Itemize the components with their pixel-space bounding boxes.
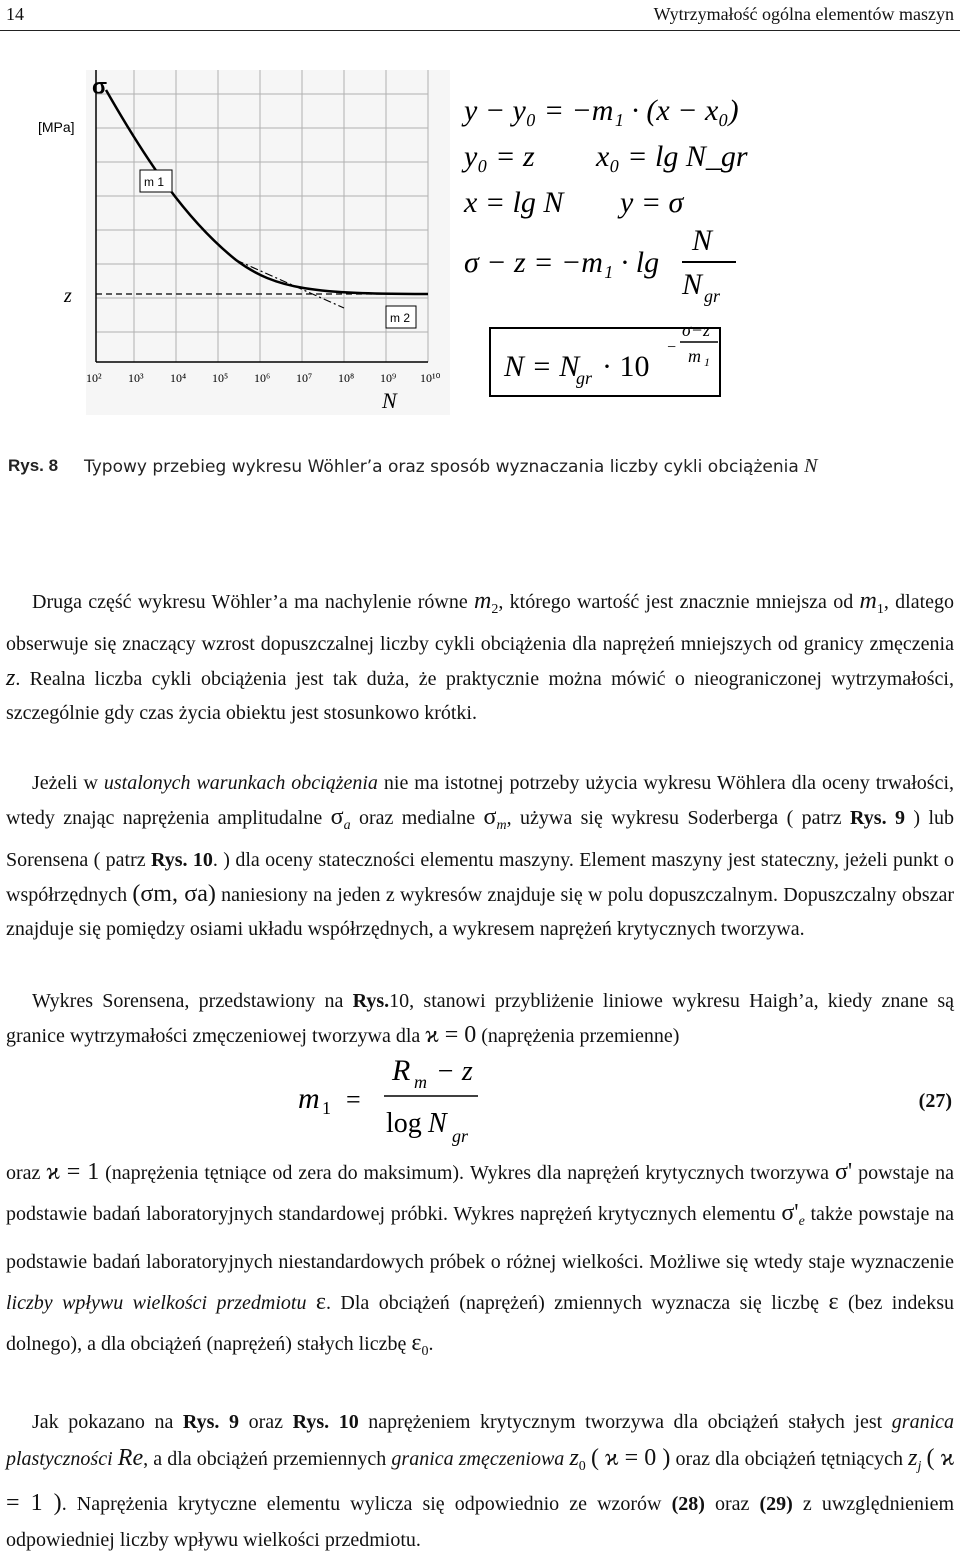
symbol-epsilon-0: ε (411, 1330, 422, 1356)
p5-text-b: oraz (248, 1411, 284, 1433)
formula-4-denominator: N (682, 268, 703, 301)
symbol-epsilon: ε (315, 1289, 326, 1315)
p2-text-g: naniesiony na jeden z wykresów znajduje się w polu dopuszczalnym. Dopuszczalny obszar znajduje się pomiędzy osiami układu współrzędnych, a wykresem naprężeń krytycznych tworzywa. (6, 884, 955, 940)
x-tick: 10⁴ (170, 371, 187, 385)
p5-text-c: naprężeniem krytycznym tworzywa dla obciążeń stałych jest (368, 1411, 883, 1433)
formula-x0: x₀ = lg N_gr (596, 140, 748, 173)
p1-text-d: . Realna liczba cykli obciążenia jest tak duża, że praktycznie można mówić o nieograniczonej wytrzymałości, szczególnie gdy czas życia obiektu jest stosunkowo krótki. (6, 668, 954, 724)
final-formula-sub: gr (576, 368, 593, 388)
symbol-sigma-a: σ (330, 804, 344, 830)
m2-label: m 2 (390, 311, 411, 325)
p4-text-c: powstaje na podstawie badań laboratoryjnych standardowej próbki. Wykres naprężeń krytycznych elementu (6, 1162, 955, 1225)
p2-italic: ustalonych warunkach obciążenia (103, 772, 378, 794)
p5-text-g: oraz (714, 1493, 750, 1515)
symbol-m2-sub: 2 (491, 602, 499, 617)
x-tick: 10² (86, 371, 102, 385)
symbol-sigma-m: σ (483, 804, 497, 830)
p1-text-b: , którego wartość jest znacznie mniejsza od (498, 591, 854, 613)
symbol-sigma-m-sub: m (496, 818, 507, 833)
x-tick: 10³ (128, 371, 144, 385)
p4-text-g: . (428, 1333, 434, 1355)
formula-line-4: σ − z = −m₁ · lg (464, 246, 660, 279)
exponent-den-sub: 1 (704, 355, 710, 369)
symbol-epsilon-2: ε (828, 1289, 839, 1315)
p3-text-a: Wykres Sorensena, przedstawiony na (32, 990, 344, 1012)
formula-4-numerator: N (692, 224, 713, 257)
caption-label: Rys. 8 (8, 456, 59, 475)
kappa-one-b: ( ϰ = 1 ) (6, 1445, 955, 1516)
p5-text-e: oraz dla obciążeń tętniących (675, 1448, 904, 1470)
formula-block (461, 94, 748, 306)
p1-text-c: , dlatego obserwuje się znaczący wzrost dopuszczalnej liczby cykli obciążenia dla naprężeń mniejszych od granicy zmęczenia (6, 591, 955, 655)
eq-lhs-sub: 1 (322, 1098, 331, 1118)
point-coordinates: (σm, σa) (132, 881, 216, 907)
paragraph-4 (6, 1152, 954, 1372)
symbol-sigma-prime: σ' (834, 1159, 853, 1185)
symbol-z0: z (569, 1445, 579, 1471)
z-axis-label: z (64, 285, 72, 307)
figure-caption (8, 452, 948, 480)
symbol-epsilon-0-sub: 0 (421, 1344, 429, 1359)
x-tick: 10⁶ (254, 371, 271, 385)
final-formula-mid: · 10 (602, 350, 650, 383)
eq-numerator-rest: − z (436, 1056, 473, 1087)
running-title: Wytrzymałość ogólna elementów maszyn (653, 4, 954, 24)
p4-text-b: (naprężenia tętniące od zera do maksimum). Wykres dla naprężeń krytycznych tworzywa (105, 1162, 829, 1184)
y-symbol: σ (92, 74, 108, 99)
p2-text-e: ) lub Sorensena ( patrz (6, 807, 955, 871)
symbol-z: z (6, 665, 16, 691)
ref-eq-29[interactable]: (29) (759, 1493, 793, 1515)
m1-label: m 1 (144, 175, 165, 189)
p5-text-a: Jak pokazano na (32, 1411, 174, 1433)
kappa-one: ϰ = 1 (46, 1159, 100, 1185)
equation-27 (0, 1050, 960, 1150)
symbol-zj: z (908, 1445, 918, 1471)
p2-text-f: . ) dla oceny stateczności elementu maszyny. Element maszyny jest stateczny, jeżeli punkt o współrzędnych (6, 849, 954, 906)
p4-italic: liczby wpływu wielkości przedmiotu (6, 1292, 307, 1314)
symbol-sigma-e: σ' (781, 1200, 799, 1226)
x-tick: 10¹⁰ (420, 371, 441, 385)
page-number: 14 (6, 4, 24, 24)
exponent-denominator: m (688, 346, 701, 366)
paragraph-3 (6, 984, 954, 1053)
p3-text-b: 10, stanowi przybliżenie liniowe wykresu Haigh’a, kiedy znane są granice wytrzymałości zmęczeniowej tworzywa dla (6, 990, 954, 1047)
x-tick: 10⁹ (380, 371, 397, 385)
formula-4-den-sub: gr (704, 286, 721, 306)
symbol-sigma-e-sub: e (798, 1214, 805, 1229)
p4-text-e: . Dla obciążeń (naprężeń) zmiennych wyznacza się liczbę (326, 1292, 819, 1314)
ref-rys-9-b[interactable]: Rys. 9 (182, 1411, 240, 1433)
p2-text-a: Jeżeli w (32, 772, 98, 794)
eq-den-log: log (386, 1108, 422, 1139)
formula-line-1: y − y₀ = −m₁ · (x − x₀) (464, 94, 739, 127)
figure-wohler (38, 70, 960, 415)
formula-y: y = σ (620, 186, 684, 219)
symbol-m1: m (859, 588, 877, 614)
eq-den-sub: gr (452, 1126, 469, 1146)
eq-numerator-sub: m (414, 1072, 427, 1092)
symbol-m2: m (474, 588, 492, 614)
p2-text-c: oraz medialne (358, 807, 476, 829)
formula-y0: y₀ = z (464, 140, 535, 173)
equation-number: (27) (918, 1090, 952, 1112)
caption-text: Typowy przebieg wykresu Wöhler’a oraz sposób wyznaczania liczby cykli obciążenia (84, 457, 799, 477)
eq-lhs: m (298, 1082, 320, 1115)
page-header (0, 0, 960, 30)
kappa-zero-b: ( ϰ = 0 ) (590, 1445, 671, 1471)
ref-rys[interactable]: Rys. (352, 990, 390, 1012)
p2-text-b: nie ma istotnej potrzeby użycia wykresu Wöhlera dla oceny trwałości, wtedy znając naprężenia amplitudalne (6, 772, 955, 829)
caption-text-block (84, 452, 844, 481)
y-unit: [MPa] (38, 119, 75, 135)
symbol-z0-sub: 0 (578, 1459, 586, 1474)
wohler-diagram (38, 70, 960, 415)
x-tick: 10⁸ (338, 371, 355, 385)
symbol-zj-sub: j (917, 1459, 922, 1474)
exponent-minus: − (666, 339, 677, 356)
exponent-numerator: σ−z (682, 320, 711, 340)
paragraph-2 (6, 766, 954, 946)
p5-italic-2: granica zmęczeniowa (391, 1448, 565, 1470)
p5-italic-1: granica plastyczności (6, 1411, 955, 1470)
x-axis-label: N (382, 388, 397, 413)
final-formula-left: N = N (504, 350, 580, 383)
p5-text-h: z uwzględnieniem odpowiedniej liczby wpływu wielkości przedmiotu. (6, 1493, 955, 1551)
symbol-sigma-a-sub: a (343, 818, 351, 833)
p5-text-d: , a dla obciążeń przemiennych (143, 1448, 387, 1470)
header-rule (0, 30, 960, 31)
x-tick: 10⁷ (296, 371, 313, 385)
ref-rys-9[interactable]: Rys. 9 (850, 807, 905, 829)
p4-text-f: (bez indeksu dolnego), a dla obciążeń (naprężeń) stałych liczbę (6, 1292, 955, 1355)
symbol-re: Re (117, 1445, 144, 1471)
caption-symbol: N (804, 455, 818, 477)
p4-text-a: oraz (6, 1162, 41, 1184)
symbol-m1-sub: 1 (876, 602, 884, 617)
eq-equals: = (346, 1085, 361, 1114)
paragraph-1 (6, 584, 954, 730)
p1-text-a: Druga część wykresu Wöhler’a ma nachylenie równe (32, 591, 468, 613)
kappa-zero: ϰ = 0 (425, 1022, 477, 1048)
ref-eq-28[interactable]: (28) (671, 1493, 705, 1515)
chart-background (86, 70, 450, 415)
paragraph-5 (6, 1404, 954, 1558)
p5-text-f: . Naprężenia krytyczne elementu wylicza się odpowiednio ze wzorów (61, 1493, 662, 1515)
eq-numerator-r: R (392, 1054, 411, 1087)
ref-rys-10[interactable]: Rys. 10 (151, 849, 213, 871)
p3-text-c: (naprężenia przemienne) (481, 1025, 680, 1047)
x-tick: 10⁵ (212, 371, 229, 385)
equation-graphic (0, 1050, 960, 1150)
p2-text-d: , używa się wykresu Soderberga ( patrz (506, 807, 842, 829)
p4-text-d: także powstaje na podstawie badań laboratoryjnych niestandardowych próbek o różnej wielkości. Możliwe się wtedy staje wyznaczenie (6, 1203, 954, 1273)
ref-rys-10-b[interactable]: Rys. 10 (292, 1411, 359, 1433)
formula-x: x = lg N (464, 186, 564, 219)
eq-den-n: N (428, 1108, 447, 1139)
